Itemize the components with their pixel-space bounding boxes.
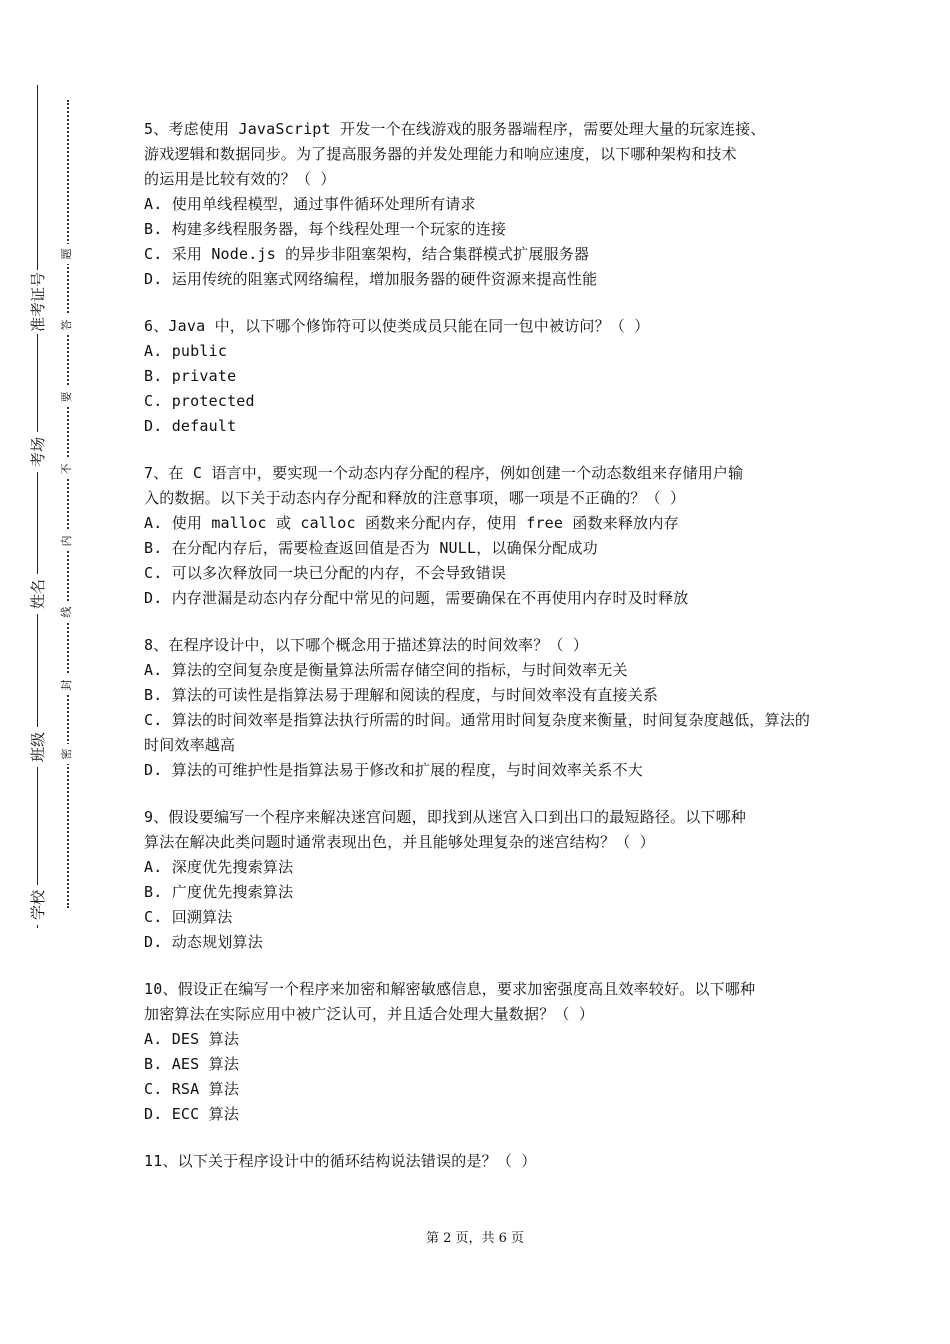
binding-margin [0, 0, 110, 1344]
question-stem-line: 9、假设要编写一个程序来解决迷宫问题，即找到从迷宫入口到出口的最短路径。以下哪种 [144, 808, 747, 826]
option-c: C. 算法的时间效率是指算法执行所需的时间。通常用时间复杂度来衡量，时间复杂度越低，算法的时间效率越高 [144, 711, 811, 754]
label-school: 学校 [26, 885, 50, 925]
label-admission-number: 准考证号 [26, 270, 50, 334]
question-11 [144, 1149, 820, 1174]
option-b: B. 构建多线程服务器，每个线程处理一个玩家的连接 [144, 220, 507, 238]
seal-char: 答 [58, 315, 76, 335]
question-stem-line: 算法在解决此类问题时通常表现出色，并且能够处理复杂的迷宫结构？（ ） [144, 833, 655, 851]
question-stem-line: 5、考虑使用 JavaScript 开发一个在线游戏的服务器端程序，需要处理大量的玩家连接、 [144, 120, 766, 138]
option-d: D. 内存泄漏是动态内存分配中常见的问题，需要确保在不再使用内存时及时释放 [144, 589, 689, 607]
option-a: A. 深度优先搜索算法 [144, 858, 294, 876]
page-number: 第 2 页，共 6 页 [425, 1231, 525, 1246]
seal-char: 要 [58, 387, 76, 407]
question-stem-line: 10、假设正在编写一个程序来加密和解密敏感信息，要求加密强度高且效率较好。以下哪种 [144, 980, 756, 998]
question-stem-line: 游戏逻辑和数据同步。为了提高服务器的并发处理能力和响应速度，以下哪种架构和技术 [144, 145, 737, 163]
option-b: B. 算法的可读性是指算法易于理解和阅读的程度，与时间效率没有直接关系 [144, 686, 659, 704]
label-exam-room: 考场 [26, 432, 50, 472]
question-stem-line: 7、在 C 语言中，要实现一个动态内存分配的程序，例如创建一个动态数组来存储用户输 [144, 464, 744, 482]
question-stem-line: 11、以下关于程序设计中的循环结构说法错误的是？（ ） [144, 1152, 537, 1170]
option-d: D. 动态规划算法 [144, 933, 263, 951]
option-a: A. DES 算法 [144, 1030, 240, 1048]
question-stem-line: 8、在程序设计中，以下哪个概念用于描述算法的时间效率？（ ） [144, 636, 589, 654]
student-info-line [37, 85, 38, 928]
option-c: C. RSA 算法 [144, 1080, 240, 1098]
option-a: A. 使用单线程模型，通过事件循环处理所有请求 [144, 195, 476, 213]
question-6 [144, 314, 820, 439]
question-stem-line: 入的数据。以下关于动态内存分配和释放的注意事项，哪一项是不正确的？（ ） [144, 489, 686, 507]
label-class: 班级 [26, 727, 50, 767]
label-name: 姓名 [26, 574, 50, 614]
seal-char: 线 [58, 602, 76, 622]
question-8 [144, 633, 820, 783]
seal-char: 不 [58, 459, 76, 479]
seal-char: 封 [58, 675, 76, 695]
question-10 [144, 977, 820, 1127]
question-stem-line: 6、Java 中，以下哪个修饰符可以使类成员只能在同一包中被访问？（ ） [144, 317, 650, 335]
option-d: D. ECC 算法 [144, 1105, 240, 1123]
question-9 [144, 805, 820, 955]
option-c: C. 采用 Node.js 的异步非阻塞架构，结合集群模式扩展服务器 [144, 245, 590, 263]
option-a: A. 算法的空间复杂度是衡量算法所需存储空间的指标，与时间效率无关 [144, 661, 628, 679]
option-a: A. 使用 malloc 或 calloc 函数来分配内存，使用 free 函数来释放内存 [144, 514, 679, 532]
question-stem-line: 的运用是比较有效的？（ ） [144, 170, 336, 188]
option-c: C. 可以多次释放同一块已分配的内存，不会导致错误 [144, 564, 507, 582]
option-b: B. AES 算法 [144, 1055, 240, 1073]
option-b: B. private [144, 367, 237, 385]
option-b: B. 在分配内存后，需要检查返回值是否为 NULL，以确保分配成功 [144, 539, 598, 557]
option-c: C. 回溯算法 [144, 908, 233, 926]
seal-char: 题 [58, 244, 76, 264]
option-d: D. default [144, 417, 237, 435]
seal-char: 密 [58, 744, 76, 764]
option-d: D. 算法的可维护性是指算法易于修改和扩展的程度，与时间效率关系不大 [144, 761, 643, 779]
option-c: C. protected [144, 392, 255, 410]
question-5 [144, 117, 820, 292]
option-a: A. public [144, 342, 228, 360]
question-stem-line: 加密算法在实际应用中被广泛认可，并且适合处理大量数据？（ ） [144, 1005, 595, 1023]
question-7 [144, 461, 820, 611]
seal-char: 内 [58, 531, 76, 551]
option-d: D. 运用传统的阻塞式网络编程，增加服务器的硬件资源来提高性能 [144, 270, 598, 288]
option-b: B. 广度优先搜索算法 [144, 883, 294, 901]
question-list [144, 117, 820, 1196]
seal-dotted-line [67, 100, 69, 908]
